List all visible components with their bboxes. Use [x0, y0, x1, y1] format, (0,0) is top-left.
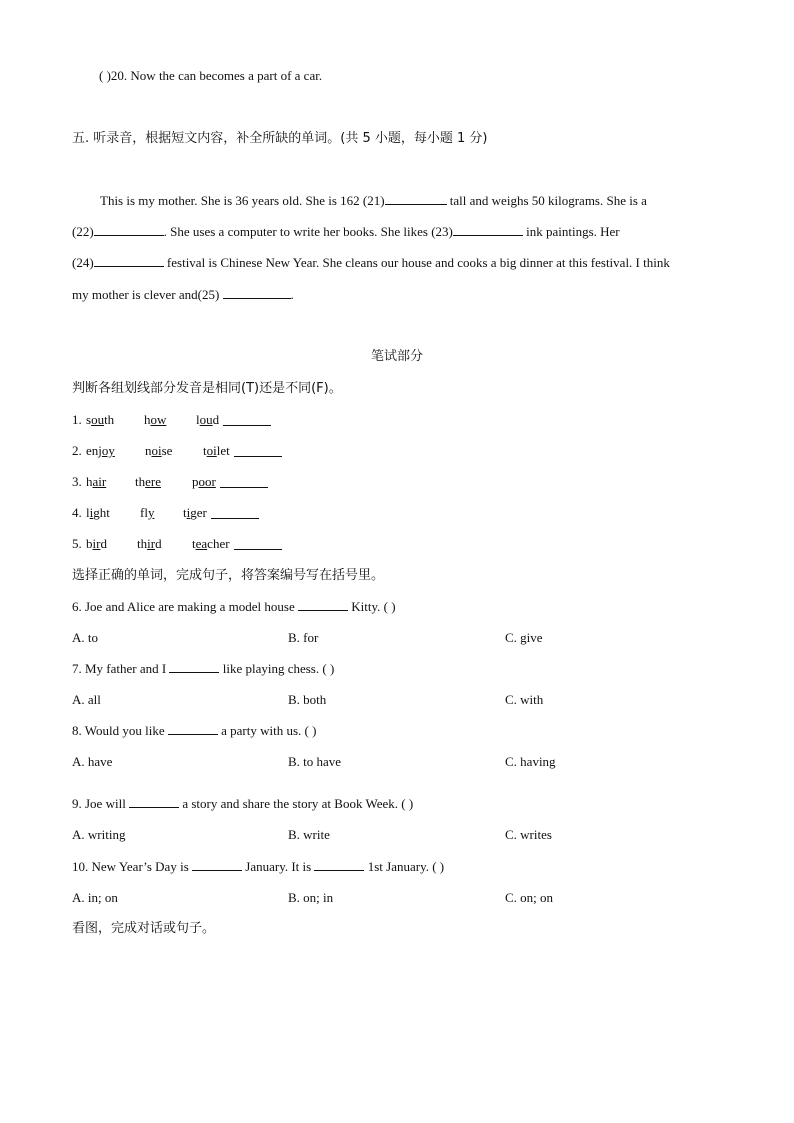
passage-line-2 [72, 223, 620, 241]
underlined-letters: ir [92, 536, 101, 551]
passage-text: tall and weighs 50 kilograms. She is a [446, 193, 647, 208]
question-text: 1st January. ( ) [364, 859, 445, 874]
underlined-letters: y [147, 505, 155, 520]
passage-text: ink paintings. Her [522, 224, 620, 239]
answer-blank[interactable] [192, 858, 242, 871]
passage-text: . [290, 287, 294, 302]
word-part: fl [140, 505, 148, 520]
passage-text: my mother is clever and(25) [72, 287, 223, 302]
word-part: t [183, 505, 187, 520]
word-part: enj [86, 443, 102, 458]
question-text: 8. Would you like [72, 723, 168, 738]
option-b[interactable]: B. both [288, 692, 327, 707]
question-10 [72, 858, 444, 876]
written-part-title: 笔试部分 [370, 349, 423, 364]
passage-text: (24) [72, 255, 94, 270]
option-b[interactable]: B. on; in [288, 890, 334, 905]
underlined-letters: i [89, 505, 94, 520]
question-text: 6. Joe and Alice are making a model house [72, 599, 298, 614]
blank-24[interactable] [94, 254, 164, 267]
word-part: b [86, 536, 93, 551]
word-part: n [145, 443, 152, 458]
underlined-letters: oy [101, 443, 115, 458]
word-part: cher [207, 536, 230, 551]
question-text: 10. New Year’s Day is [72, 859, 193, 874]
blank-22[interactable] [94, 223, 164, 236]
option-c[interactable]: C. writes [505, 827, 552, 842]
section-5-heading: 五. 听录音，根据短文内容，补全所缺的单词。(共 5 小题，每小题 1 分) [72, 131, 488, 146]
underlined-letters: oor [198, 474, 216, 489]
picture-instruction: 看图，完成对话或句子。 [72, 921, 216, 936]
word-part: l [196, 412, 200, 427]
underlined-letters: ir [147, 536, 156, 551]
underlined-letters: oi [206, 443, 217, 458]
answer-blank[interactable] [234, 444, 282, 457]
answer-blank[interactable] [211, 506, 259, 519]
word-part: th [135, 474, 146, 489]
option-c[interactable]: C. on; on [505, 890, 554, 905]
answer-blank[interactable] [298, 598, 348, 611]
word-part: l [86, 505, 90, 520]
word-part: ght [93, 505, 110, 520]
option-c[interactable]: C. having [505, 754, 556, 769]
option-b[interactable]: B. write [288, 827, 330, 842]
phonics-instruction: 判断各组划线部分发音是相同(T)还是不同(F)。 [72, 381, 342, 396]
answer-blank[interactable] [220, 475, 268, 488]
option-a[interactable]: A. all [72, 692, 101, 707]
answer-blank[interactable] [223, 413, 271, 426]
phonics-word [86, 473, 106, 491]
underlined-letters: ou [91, 412, 105, 427]
answer-paren: ( ) [99, 68, 111, 83]
underlined-letters: air [92, 474, 107, 489]
underlined-letters: ere [145, 474, 161, 489]
word-part: d [155, 536, 162, 551]
underlined-letters: ow [150, 412, 167, 427]
question-6 [72, 598, 396, 616]
option-a[interactable]: A. in; on [72, 890, 118, 905]
question-text: a party with us. ( ) [217, 723, 317, 738]
passage-line-3 [72, 254, 670, 272]
phonics-word [86, 504, 110, 522]
word-part: p [192, 474, 199, 489]
phonics-word [86, 442, 115, 460]
answer-blank[interactable] [129, 795, 179, 808]
option-a[interactable]: A. to [72, 630, 98, 645]
question-text: January. It is [242, 859, 315, 874]
question-text: Kitty. ( ) [348, 599, 396, 614]
item-number: 4. [72, 505, 82, 520]
answer-blank[interactable] [169, 660, 219, 673]
question-text: 20. Now the can becomes a part of a car. [110, 68, 323, 83]
item-number: 2. [72, 443, 82, 458]
underlined-letters: i [186, 505, 191, 520]
passage-line-4 [72, 286, 294, 304]
word-part: h [86, 474, 93, 489]
question-text: a story and share the story at Book Week. ( ) [179, 796, 414, 811]
option-b[interactable]: B. to have [288, 754, 342, 769]
answer-blank[interactable] [234, 537, 282, 550]
word-part: th [104, 412, 115, 427]
question-7 [72, 660, 334, 678]
passage-text: festival is Chinese New Year. She cleans our house and cooks a big dinner at this festival. I think [163, 255, 670, 270]
word-part: t [203, 443, 207, 458]
option-a[interactable]: A. writing [72, 827, 126, 842]
phonics-word [140, 504, 154, 522]
question-text: 9. Joe will [72, 796, 130, 811]
word-part: t [192, 536, 196, 551]
word-part: ger [190, 505, 207, 520]
item-number: 5. [72, 536, 82, 551]
question-20 [99, 67, 322, 85]
underlined-letters: ea [195, 536, 208, 551]
word-part: th [137, 536, 148, 551]
question-8 [72, 722, 316, 740]
item-number: 1. [72, 412, 82, 427]
phonics-word [196, 411, 219, 429]
passage-text: (22) [72, 224, 94, 239]
phonics-word [86, 411, 114, 429]
answer-blank[interactable] [168, 722, 218, 735]
phonics-word [144, 411, 166, 429]
passage-text: . She uses a computer to write her books. She likes (23) [163, 224, 453, 239]
phonics-word [135, 473, 161, 491]
word-part: h [144, 412, 151, 427]
option-c[interactable]: C. give [505, 630, 543, 645]
phonics-word [203, 442, 230, 460]
option-b[interactable]: B. for [288, 630, 319, 645]
question-text: like playing chess. ( ) [219, 661, 335, 676]
option-a[interactable]: A. have [72, 754, 113, 769]
blank-21[interactable] [385, 192, 447, 205]
phonics-word [192, 535, 230, 553]
phonics-word [183, 504, 207, 522]
word-part: let [216, 443, 230, 458]
underlined-letters: ou [199, 412, 213, 427]
underlined-letters: oi [151, 443, 162, 458]
question-text: 7. My father and I [72, 661, 170, 676]
word-part: d [100, 536, 107, 551]
choice-instruction: 选择正确的单词，完成句子，将答案编号写在括号里。 [72, 568, 385, 583]
phonics-word [86, 535, 107, 553]
passage-text: This is my mother. She is 36 years old. She is 162 (21) [100, 193, 385, 208]
word-part: s [86, 412, 92, 427]
phonics-word [145, 442, 172, 460]
word-part: d [212, 412, 220, 427]
question-9 [72, 795, 413, 813]
option-c[interactable]: C. with [505, 692, 544, 707]
answer-blank[interactable] [314, 858, 364, 871]
blank-25[interactable] [223, 286, 291, 299]
item-number: 3. [72, 474, 82, 489]
phonics-word [192, 473, 216, 491]
phonics-word [137, 535, 162, 553]
blank-23[interactable] [453, 223, 523, 236]
passage-line-1 [100, 192, 647, 210]
word-part: se [161, 443, 173, 458]
